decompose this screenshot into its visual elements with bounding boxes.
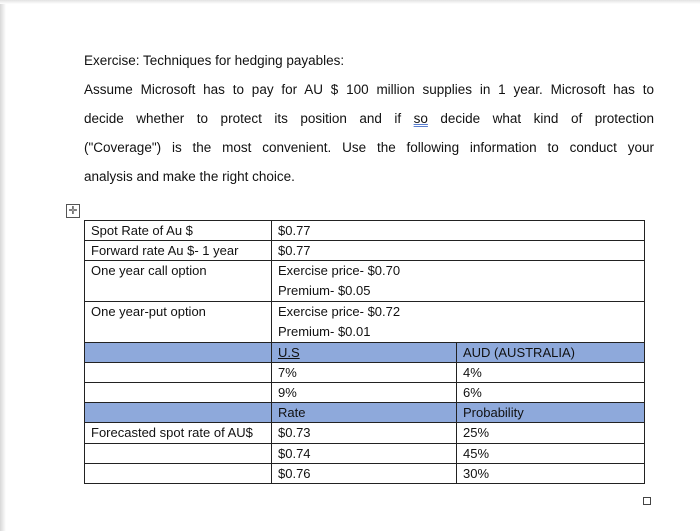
forward-rate-value: $0.77	[272, 241, 645, 261]
table-row	[85, 363, 645, 383]
empty-cell	[85, 363, 272, 383]
hedging-data-table	[84, 220, 645, 484]
forecast-rate-cell: $0.74	[272, 444, 457, 464]
rate-header: Rate	[272, 403, 457, 423]
empty-cell	[85, 383, 272, 403]
paragraph-line-2-start: decide whether to protect its position and if	[84, 111, 414, 126]
table-row	[85, 383, 645, 403]
empty-cell	[85, 343, 272, 363]
exercise-title: Exercise: Techniques for hedging payables:	[84, 53, 345, 68]
page-shadow-left	[0, 0, 6, 531]
us-rate-cell: 7%	[272, 363, 457, 383]
empty-cell	[85, 444, 272, 464]
paragraph-line-3: ("Coverage") is the most convenient. Use the following information to conduct your	[84, 140, 654, 155]
spot-rate-value: $0.77	[272, 221, 645, 241]
table-row	[85, 241, 645, 261]
grammar-flag-word[interactable]: so	[413, 111, 428, 126]
page-shadow-top	[0, 0, 700, 4]
put-option-terms	[272, 302, 645, 343]
forecast-prob-cell: 30%	[457, 464, 645, 484]
table-row	[85, 464, 645, 484]
call-premium: Premium- $0.05	[278, 283, 371, 298]
put-option-label: One year-put option	[85, 302, 272, 343]
forecast-rate-cell: $0.73	[272, 423, 457, 444]
empty-cell	[85, 403, 272, 423]
put-exercise-price: Exercise price- $0.72	[278, 304, 401, 319]
empty-cell	[85, 464, 272, 484]
call-option-label: One year call option	[85, 261, 272, 302]
spot-rate-label: Spot Rate of Au $	[85, 221, 272, 241]
aud-rate-cell: 6%	[457, 383, 645, 403]
table-row	[85, 302, 645, 343]
table-row	[85, 423, 645, 444]
call-option-terms	[272, 261, 645, 302]
forecast-label: Forecasted spot rate of AU$	[85, 423, 272, 444]
interest-header-row	[85, 343, 645, 363]
paragraph-line-2	[84, 104, 654, 133]
aud-rate-cell: 4%	[457, 363, 645, 383]
table-row	[85, 261, 645, 302]
paragraph-line-2-end: decide what kind of protection	[427, 111, 654, 126]
paragraph-line-4: analysis and make the right choice.	[84, 169, 295, 184]
probability-header: Probability	[457, 403, 645, 423]
forecast-prob-cell: 45%	[457, 444, 645, 464]
forecast-prob-cell: 25%	[457, 423, 645, 444]
forecast-rate-cell: $0.76	[272, 464, 457, 484]
table-resize-handle[interactable]	[643, 497, 651, 505]
table-move-handle-icon[interactable]: ✛	[66, 204, 80, 218]
forecast-header-row	[85, 403, 645, 423]
forward-rate-label: Forward rate Au $- 1 year	[85, 241, 272, 261]
us-rate-cell: 9%	[272, 383, 457, 403]
us-header: U.S	[272, 343, 457, 363]
table-row	[85, 444, 645, 464]
put-premium: Premium- $0.01	[278, 324, 371, 339]
call-exercise-price: Exercise price- $0.70	[278, 263, 401, 278]
paragraph-line-1: Assume Microsoft has to pay for AU $ 100 million supplies in 1 year. Microsoft has to	[84, 82, 654, 97]
table-row	[85, 221, 645, 241]
exercise-paragraph	[84, 75, 654, 191]
aud-header: AUD (AUSTRALIA)	[457, 343, 645, 363]
